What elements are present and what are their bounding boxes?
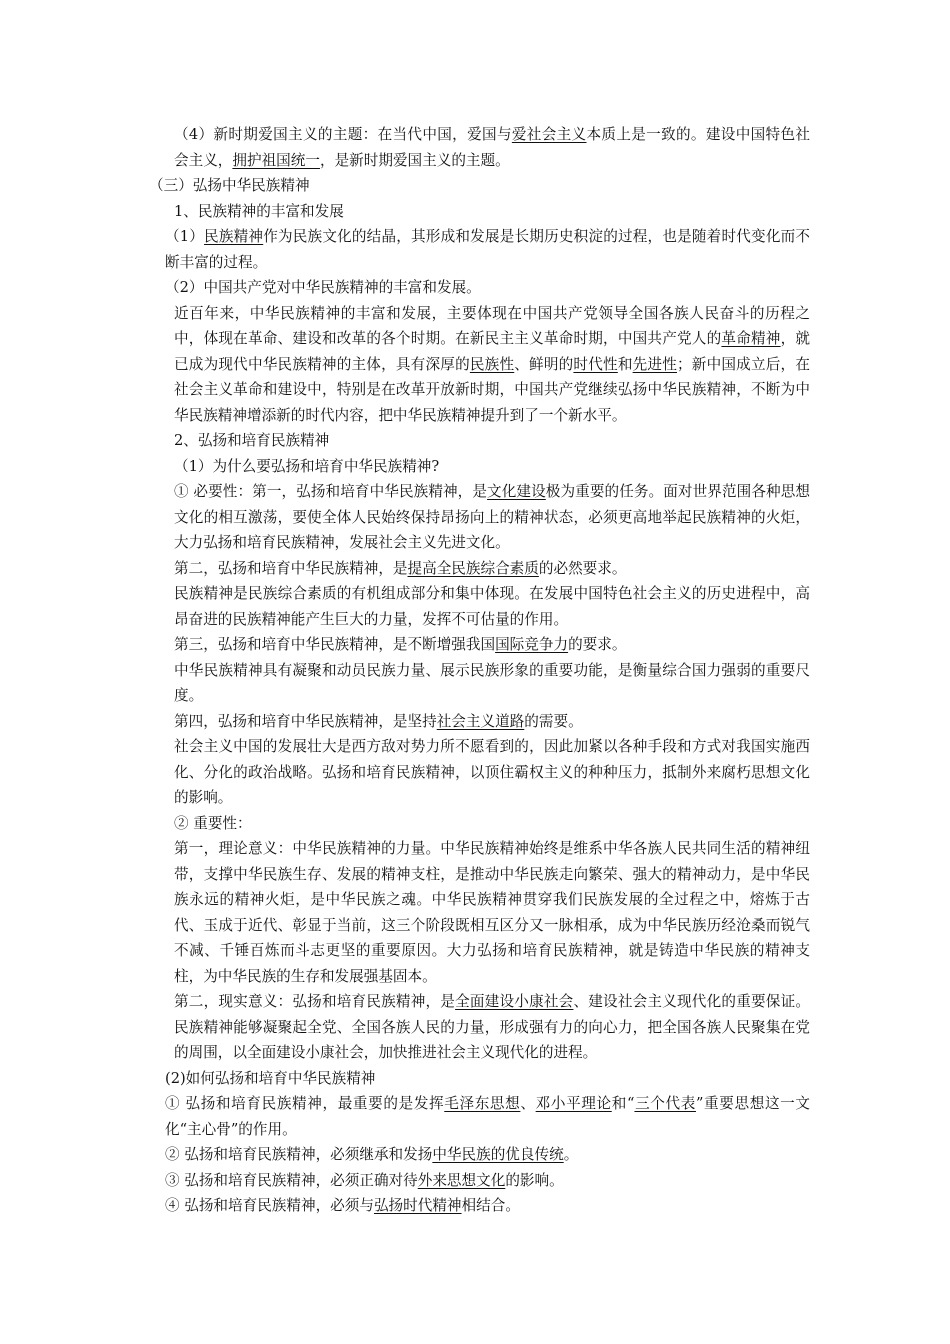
subsection-heading-1: 1、民族精神的丰富和发展 bbox=[174, 202, 344, 220]
underlined-term: 社会主义道路 bbox=[436, 712, 525, 730]
text: （4）新时期爱国主义的主题：在当代中国，爱国与 bbox=[174, 126, 512, 143]
text: 和“ bbox=[611, 1095, 635, 1112]
underlined-term: 三个代表 bbox=[634, 1095, 696, 1112]
underlined-term: 民族性 bbox=[469, 355, 515, 373]
underlined-term: 中华民族的优良传统 bbox=[432, 1146, 564, 1163]
paragraph-necessity-4-detail: 社会主义中国的发展壮大是西方敌对势力所不愿看到的，因此加紧以各种手段和方式对我国实施西化、分化的政治战略。弘扬和培育民族精神，以顶住霸权主义的种种压力，抵制外来腐朽思想文化的影响。 bbox=[174, 738, 810, 806]
text: 、鲜明的 bbox=[514, 355, 574, 373]
paragraph-necessity-3 bbox=[145, 632, 810, 658]
subsection-heading-2: 2、弘扬和培育民族精神 bbox=[174, 432, 330, 449]
text: 第二，现实意义：弘扬和培育民族精神，是 bbox=[174, 993, 456, 1010]
underlined-term: 国际竞争力 bbox=[495, 636, 569, 653]
text: 作为民族文化的结晶，其形成和发展是长期历史积淀的过程，也是随着时代变化而不断丰富的过程。 bbox=[165, 228, 810, 271]
text: 第二，弘扬和培育中华民族精神，是 bbox=[174, 559, 408, 577]
paragraph-necessity-1 bbox=[145, 479, 810, 556]
underlined-term: 毛泽东思想 bbox=[444, 1095, 521, 1112]
text: ④ 弘扬和培育民族精神，必须与 bbox=[165, 1197, 374, 1214]
paragraph-how-3 bbox=[145, 1168, 810, 1194]
underlined-term: 时代性 bbox=[573, 355, 618, 373]
text: ，就已成为现代中华民族精神的主体，具有深厚的 bbox=[174, 330, 810, 373]
text: 、 bbox=[520, 1095, 536, 1112]
paragraph-necessity-2 bbox=[145, 556, 810, 582]
paragraph-importance-heading: ② 重要性： bbox=[174, 814, 252, 832]
paragraph-national-spirit-2: （2）中国共产党对中华民族精神的丰富和发展。 bbox=[165, 279, 481, 296]
underlined-term: 民族精神 bbox=[204, 228, 264, 245]
paragraph-necessity-2-detail: 民族精神是民族综合素质的有机组成部分和集中体现。在发展中国特色社会主义的历史进程中，高昂奋进的民族精神能产生巨大的力量，发挥不可估量的作用。 bbox=[174, 585, 810, 628]
text: 。 bbox=[563, 1146, 579, 1163]
paragraph-how-1 bbox=[145, 1091, 810, 1142]
text: ① 必要性：第一，弘扬和培育中华民族精神，是 bbox=[174, 483, 488, 500]
underlined-term: 革命精神 bbox=[721, 330, 781, 347]
paragraph-how-4 bbox=[145, 1193, 810, 1219]
underlined-term: 文化建设 bbox=[487, 483, 546, 500]
text: ”重要思想这一文化“主心骨”的作用。 bbox=[165, 1095, 810, 1138]
text: 极为重要的任务。面对世界范围各种思想文化的相互激荡，要使全体人民始终保持昂扬向上的精神状态，必须更高地举起民族精神的火炬，大力弘扬和培育民族精神，发展社会主义先进文化。 bbox=[174, 483, 810, 551]
underlined-term: 全面建设小康社会 bbox=[455, 993, 574, 1010]
text: 的要求。 bbox=[568, 636, 627, 653]
text: 近百年来，中华民族精神的丰富和发展，主要体现在中国共产党领导全国各族人民奋斗的历程之中，体现在革命、建设和改革的各个时期。在新民主主义革命时期，中国共产党人的 bbox=[174, 304, 810, 347]
question-why: （1）为什么要弘扬和培育中华民族精神? bbox=[174, 457, 440, 475]
text: ，是新时期爱国主义的主题。 bbox=[319, 151, 510, 169]
text: ；新中国成立后，在社会主义革命和建设中，特别是在改革开放新时期，中国共产党继续弘扬中华民族精神，不断为中华民族精神增添新的时代内容，把中华民族精神提升到了一个新水平。 bbox=[174, 355, 810, 424]
paragraph-how-2 bbox=[145, 1142, 810, 1168]
text: （1） bbox=[165, 228, 205, 245]
document-page bbox=[145, 122, 810, 1219]
text: ③ 弘扬和培育民族精神，必须正确对待 bbox=[165, 1171, 418, 1189]
paragraph-necessity-3-detail: 中华民族精神具有凝聚和动员民族力量、展示民族形象的重要功能，是衡量综合国力强弱的重要尺度。 bbox=[174, 661, 810, 704]
paragraph-patriotism-theme bbox=[145, 122, 810, 173]
text: 本质上是一致的。建设中国特色社会主义， bbox=[174, 126, 810, 169]
section-heading-3: （三）弘扬中华民族精神 bbox=[149, 177, 310, 194]
text: 的需要。 bbox=[524, 712, 583, 730]
paragraph-past-century bbox=[145, 301, 810, 429]
paragraph-national-spirit-1 bbox=[145, 224, 810, 275]
text: 第三，弘扬和培育中华民族精神，是不断增强我国 bbox=[174, 636, 496, 653]
text: 相结合。 bbox=[461, 1197, 520, 1214]
question-how: (2)如何弘扬和培育中华民族精神 bbox=[165, 1069, 376, 1087]
text: 的必然要求。 bbox=[538, 559, 627, 577]
text: 的影响。 bbox=[505, 1171, 564, 1189]
underlined-term: 爱社会主义 bbox=[511, 126, 587, 143]
underlined-term: 提高全民族综合素质 bbox=[407, 559, 539, 577]
text: 第四，弘扬和培育中华民族精神，是坚持 bbox=[174, 712, 437, 730]
underlined-term: 先进性 bbox=[632, 355, 677, 373]
text: 、建设社会主义现代化的重要保证。民族精神能够凝聚起全党、全国各族人民的力量，形成强有力的向心力，把全国各族人民聚集在党的周围，以全面建设小康社会，加快推进社会主义现代化的进程。 bbox=[174, 993, 810, 1061]
underlined-term: 邓小平理论 bbox=[535, 1095, 612, 1112]
paragraph-importance-theory: 第一，理论意义：中华民族精神的力量。中华民族精神始终是维系中华各族人民共同生活的精神纽带，支撑中华民族生存、发展的精神支柱，是推动中华民族走向繁荣、强大的精神动力，是中华民族永远的精神火炬，是中华民族之魂。中华民族精神贯穿我们民族发展的全过程之中，熔炼于古代、玉成于近代、彰显于当前，这三个阶段既相互区分又一脉相承，成为中华民族历经沧桑而锐气不减、千锤百炼而斗志更坚的重要原因。大力弘扬和培育民族精神，就是铸造中华民族的精神支柱，为中华民族的生存和发展强基固本。 bbox=[174, 840, 810, 985]
underlined-term: 弘扬时代精神 bbox=[373, 1197, 462, 1214]
text: 和 bbox=[617, 355, 633, 373]
underlined-term: 外来思想文化 bbox=[417, 1171, 506, 1189]
underlined-term: 拥护祖国统一 bbox=[232, 151, 320, 169]
paragraph-importance-practice bbox=[145, 989, 810, 1066]
text: ② 弘扬和培育民族精神，必须继承和发扬 bbox=[165, 1146, 433, 1163]
text: ① 弘扬和培育民族精神，最重要的是发挥 bbox=[165, 1095, 445, 1112]
paragraph-necessity-4 bbox=[145, 709, 810, 735]
